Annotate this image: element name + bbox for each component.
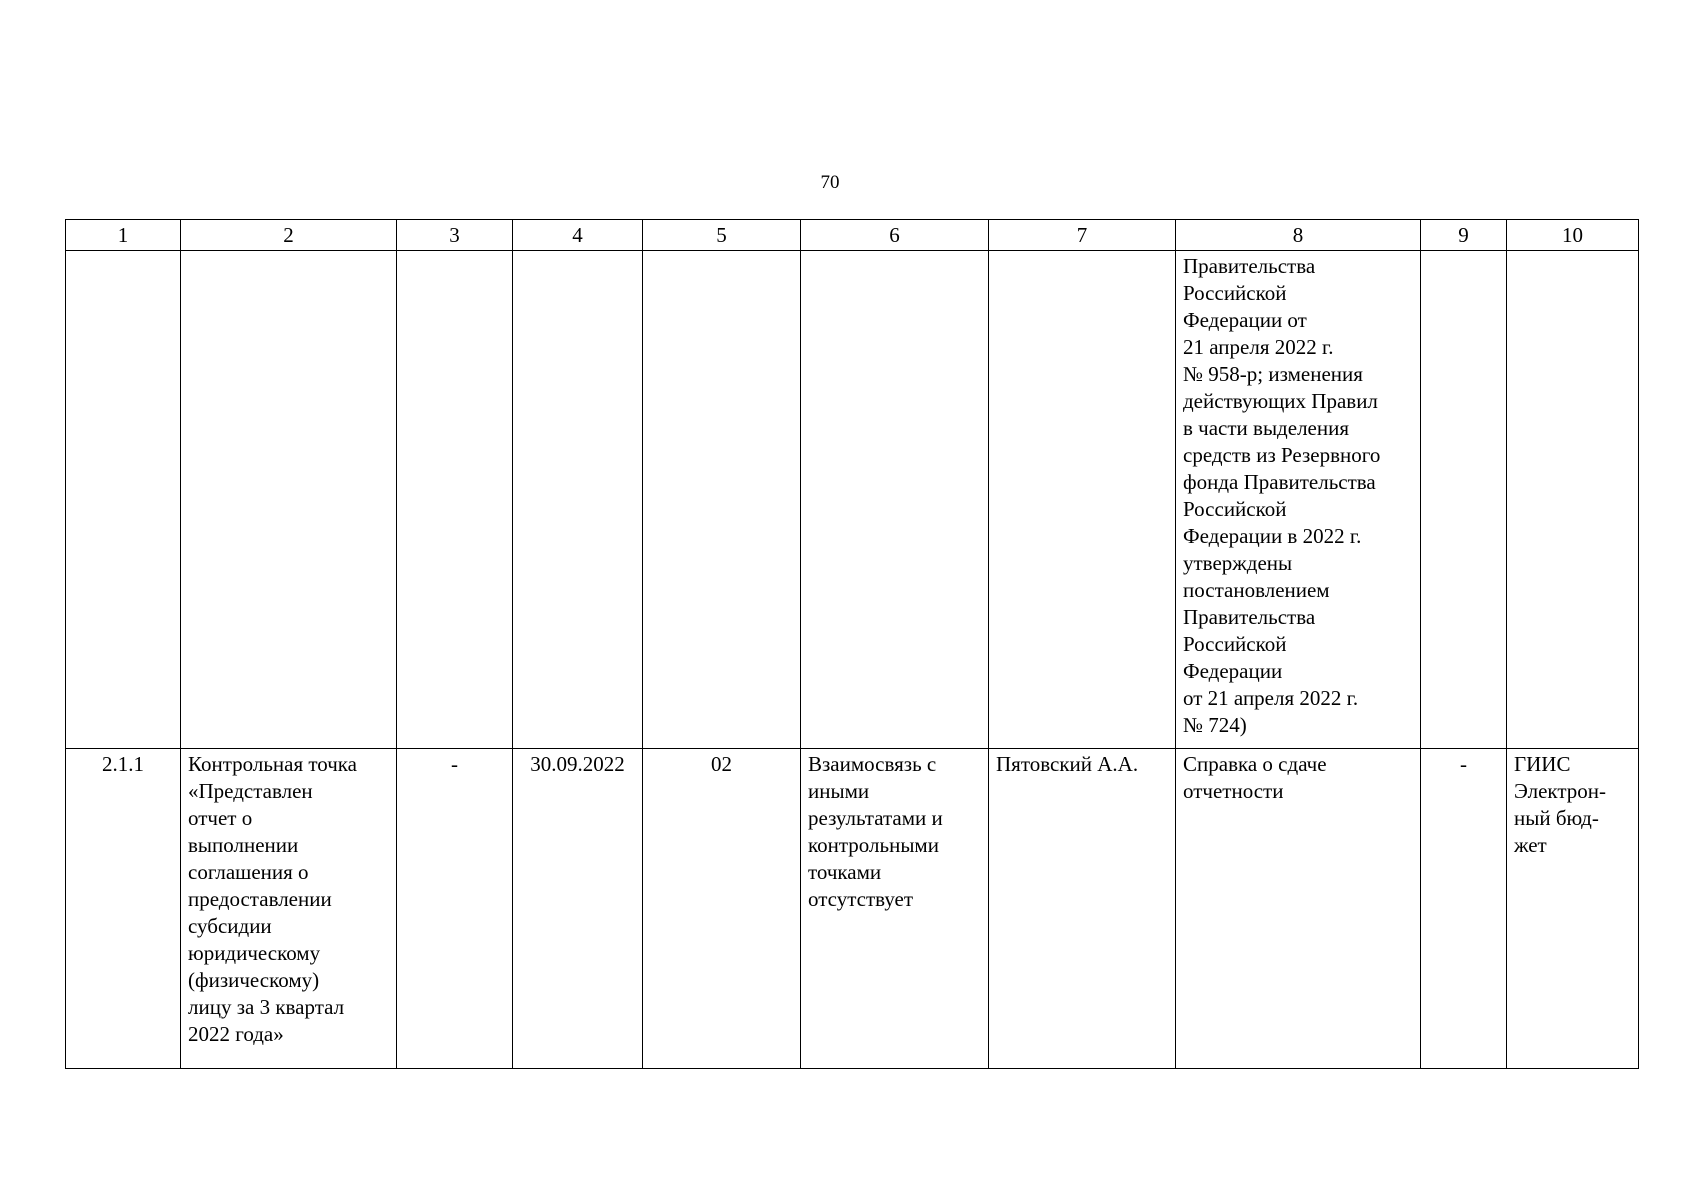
empty-cell [181, 251, 397, 749]
text-line: результатами и [808, 806, 943, 830]
text-line: Правительства [1183, 254, 1316, 278]
text-line: средств из Резервного [1183, 443, 1381, 467]
text-line: ГИИС [1514, 752, 1571, 776]
empty-cell [66, 251, 181, 749]
row-number-cell: 2.1.1 [66, 749, 181, 1069]
text-line: 21 апреля 2022 г. [1183, 335, 1334, 359]
text-line: фонда Правительства [1183, 470, 1376, 494]
text-line: Федерации в 2022 г. [1183, 524, 1362, 548]
text-line: жет [1514, 833, 1547, 857]
control-point-text [188, 751, 389, 1048]
document-table [65, 219, 1639, 1069]
text-line: Правительства [1183, 605, 1316, 629]
text-line: от 21 апреля 2022 г. [1183, 686, 1359, 710]
empty-cell [643, 251, 801, 749]
table-header-row [66, 220, 1639, 251]
empty-cell [397, 251, 513, 749]
text-line: отсутствует [808, 887, 914, 911]
col3-cell: - [397, 749, 513, 1069]
column-number: 4 [513, 220, 643, 251]
document-cell [1176, 749, 1421, 1069]
text-line: отчет о [188, 806, 253, 830]
page-number: 70 [820, 172, 840, 193]
text-line: лицу за 3 квартал [188, 995, 345, 1019]
text-line: Контрольная точка [188, 752, 358, 776]
text-line: 2022 года» [188, 1022, 284, 1046]
table-row [66, 749, 1639, 1069]
text-line: субсидии [188, 914, 272, 938]
empty-cell [513, 251, 643, 749]
text-line: юридическому [188, 941, 321, 965]
text-line: Справка о сдаче [1183, 752, 1327, 776]
text-line: Российской [1183, 281, 1287, 305]
text-line: (физическому) [188, 968, 320, 992]
text-line: выполнении [188, 833, 299, 857]
column-number: 1 [66, 220, 181, 251]
column-number: 5 [643, 220, 801, 251]
col9-cell: - [1421, 749, 1507, 1069]
text-line: соглашения о [188, 860, 309, 884]
col5-cell: 02 [643, 749, 801, 1069]
text-line: ный бюд- [1514, 806, 1599, 830]
text-line: Российской [1183, 632, 1287, 656]
empty-cell [1421, 251, 1507, 749]
column-number: 10 [1507, 220, 1639, 251]
text-line: Взаимосвязь с [808, 752, 937, 776]
column-number: 9 [1421, 220, 1507, 251]
information-system-cell [1507, 749, 1639, 1069]
information-system-text [1514, 751, 1631, 859]
text-line: «Представлен [188, 779, 313, 803]
text-line: контрольными [808, 833, 939, 857]
column-number: 7 [989, 220, 1176, 251]
text-line: в части выделения [1183, 416, 1350, 440]
text-line: иными [808, 779, 870, 803]
column-number: 2 [181, 220, 397, 251]
text-line: утверждены [1183, 551, 1293, 575]
text-line: Федерации от [1183, 308, 1307, 332]
empty-cell [801, 251, 989, 749]
empty-cell [1507, 251, 1639, 749]
text-line: точками [808, 860, 882, 884]
legal-basis-text [1183, 253, 1413, 739]
text-line: Электрон- [1514, 779, 1606, 803]
table-row-continuation [66, 251, 1639, 749]
responsible-cell: Пятовский А.А. [989, 749, 1176, 1069]
legal-basis-cell [1176, 251, 1421, 749]
relationship-text [808, 751, 981, 913]
text-line: Российской [1183, 497, 1287, 521]
column-number: 8 [1176, 220, 1421, 251]
control-point-cell [181, 749, 397, 1069]
document-text [1183, 751, 1413, 805]
text-line: отчетности [1183, 779, 1284, 803]
text-line: Федерации [1183, 659, 1283, 683]
text-line: № 958-р; изменения [1183, 362, 1363, 386]
text-line: предоставлении [188, 887, 332, 911]
text-line: № 724) [1183, 713, 1247, 737]
text-line: постановлением [1183, 578, 1330, 602]
empty-cell [989, 251, 1176, 749]
date-cell: 30.09.2022 [513, 749, 643, 1069]
column-number: 3 [397, 220, 513, 251]
text-line: действующих Правил [1183, 389, 1378, 413]
relationship-cell [801, 749, 989, 1069]
column-number: 6 [801, 220, 989, 251]
